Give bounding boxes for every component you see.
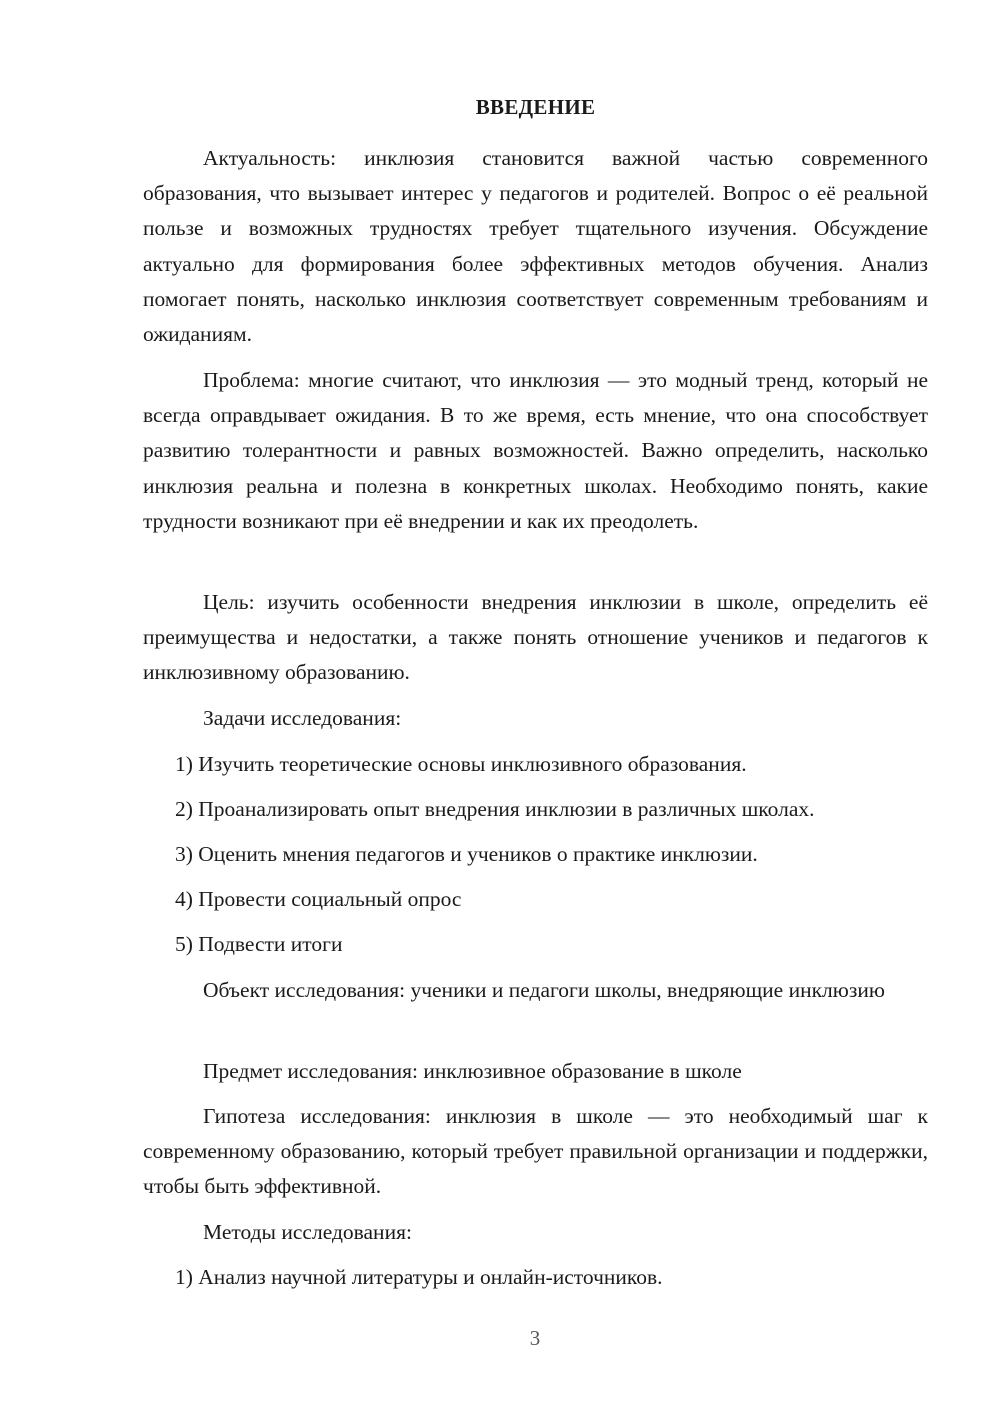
hypothesis-paragraph: Гипотеза исследования: инклюзия в школе — это необходимый шаг к современному образованию, который требует правильной организации и поддержки, чтобы быть эффективной. xyxy=(143,1104,928,1199)
section-title: ВВЕДЕНИЕ xyxy=(475,95,596,119)
task-item-1: 1) Изучить теоретические основы инклюзивного образования. xyxy=(175,752,747,776)
relevance-paragraph: Актуальность: инклюзия становится важной частью современного образования, что вызывает интерес у педагогов и родителей. Вопрос о её реальной пользе и возможных трудностях требует тщательного изучения. Обсуждение актуально для формирования более эффективных методов обучения. Анализ помогает понять, насколько инклюзия соответствует современным требованиям и ожиданиям. xyxy=(143,146,928,347)
subject-paragraph: Предмет исследования: инклюзивное образование в школе xyxy=(203,1059,742,1083)
method-item-1: 1) Анализ научной литературы и онлайн-источников. xyxy=(175,1265,663,1289)
task-item-2: 2) Проанализировать опыт внедрения инклюзии в различных школах. xyxy=(175,797,815,821)
problem-paragraph: Проблема: многие считают, что инклюзия — это модный тренд, который не всегда оправдывает ожидания. В то же время, есть мнение, что она способствует развитию толерантности и равных возможностей. Важно определить, насколько инклюзия реальна и полезна в конкретных школах. Необходимо понять, какие трудности возникают при её внедрении и как их преодолеть. xyxy=(143,368,928,533)
task-item-5: 5) Подвести итоги xyxy=(175,932,343,956)
goal-paragraph: Цель: изучить особенности внедрения инклюзии в школе, определить её преимущества и недостатки, а также понять отношение учеников и педагогов к инклюзивному образованию. xyxy=(143,590,928,685)
task-item-3: 3) Оценить мнения педагогов и учеников о практике инклюзии. xyxy=(175,842,758,866)
task-item-4: 4) Провести социальный опрос xyxy=(175,887,462,911)
page-number: 3 xyxy=(529,1326,541,1350)
object-paragraph: Объект исследования: ученики и педагоги школы, внедряющие инклюзию xyxy=(203,978,885,1002)
methods-heading: Методы исследования: xyxy=(203,1220,412,1244)
tasks-heading: Задачи исследования: xyxy=(203,706,402,730)
